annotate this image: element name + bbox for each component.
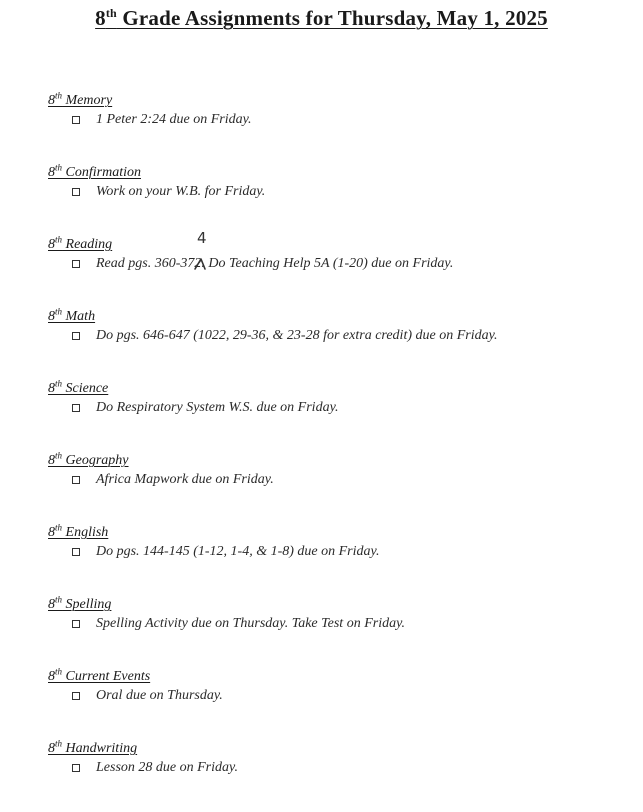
handwritten-note: 4 (197, 229, 207, 247)
subject-heading: 8th Handwriting (48, 738, 138, 756)
section-science (48, 380, 628, 452)
subject-heading: 8th Spelling (48, 594, 112, 612)
assignment-text: Spelling Activity due on Thursday. Take Test on Friday. (96, 616, 406, 631)
assignment-item (72, 182, 628, 202)
page-title-text (95, 6, 548, 30)
assignment-text: 1 Peter 2:24 due on Friday. (96, 112, 252, 127)
checkbox-icon[interactable] (72, 260, 80, 268)
assignment-text: Lesson 28 due on Friday. (96, 760, 238, 775)
assignment-text: Do pgs. 646-647 (1022, 29-36, & 23-28 for extra credit) due on Friday. (96, 328, 498, 343)
caret-mark (195, 259, 205, 269)
assignment-text: Read pgs. 360-372. Do Teaching Help 5A (1-20) due on Friday. (96, 256, 454, 271)
section-geography (48, 452, 628, 524)
checkbox-icon[interactable] (72, 404, 80, 412)
checkbox-icon[interactable] (72, 548, 80, 556)
section-reading (48, 229, 628, 308)
subject-heading: 8th Confirmation (48, 162, 141, 180)
assignment-text: Africa Mapwork due on Friday. (96, 472, 274, 487)
title-rest: Grade Assignments for Thursday, May 1, 2025 (116, 6, 548, 30)
section-math (48, 308, 628, 380)
subject-heading: 8th Memory (48, 90, 113, 108)
subject-heading: 8th Geography (48, 450, 129, 468)
section-handwriting (48, 740, 628, 812)
assignment-item (72, 470, 628, 490)
assignment-item (72, 614, 628, 634)
assignment-item (72, 110, 628, 130)
subject-heading: 8th Math (48, 306, 96, 324)
assignment-item (72, 542, 628, 562)
subject-heading: 8th Science (48, 378, 109, 396)
assignment-list (48, 92, 628, 812)
subject-heading: 8th Reading (48, 234, 113, 252)
section-memory (48, 92, 628, 164)
assignment-text: Oral due on Thursday. (96, 688, 223, 703)
checkbox-icon[interactable] (72, 692, 80, 700)
section-current-events (48, 668, 628, 740)
title-grade-suffix: th (105, 6, 117, 20)
page-title (0, 6, 643, 31)
section-spelling (48, 596, 628, 668)
handwritten-correction (191, 229, 215, 275)
assignment-text: Do pgs. 144-145 (1-12, 1-4, & 1-8) due on Friday. (96, 544, 380, 559)
checkbox-icon[interactable] (72, 188, 80, 196)
section-english (48, 524, 628, 596)
subject-heading: 8th Current Events (48, 666, 151, 684)
checkbox-icon[interactable] (72, 764, 80, 772)
assignment-item (72, 326, 628, 346)
checkbox-icon[interactable] (72, 476, 80, 484)
assignment-text: Do Respiratory System W.S. due on Friday. (96, 400, 339, 415)
assignment-text: Work on your W.B. for Friday. (96, 184, 266, 199)
assignment-item (72, 686, 628, 706)
assignment-item (72, 398, 628, 418)
assignment-item (72, 758, 628, 778)
checkbox-icon[interactable] (72, 332, 80, 340)
subject-heading: 8th English (48, 522, 109, 540)
checkbox-icon[interactable] (72, 116, 80, 124)
title-grade-number: 8 (95, 6, 106, 30)
checkbox-icon[interactable] (72, 620, 80, 628)
section-confirmation (48, 164, 628, 236)
